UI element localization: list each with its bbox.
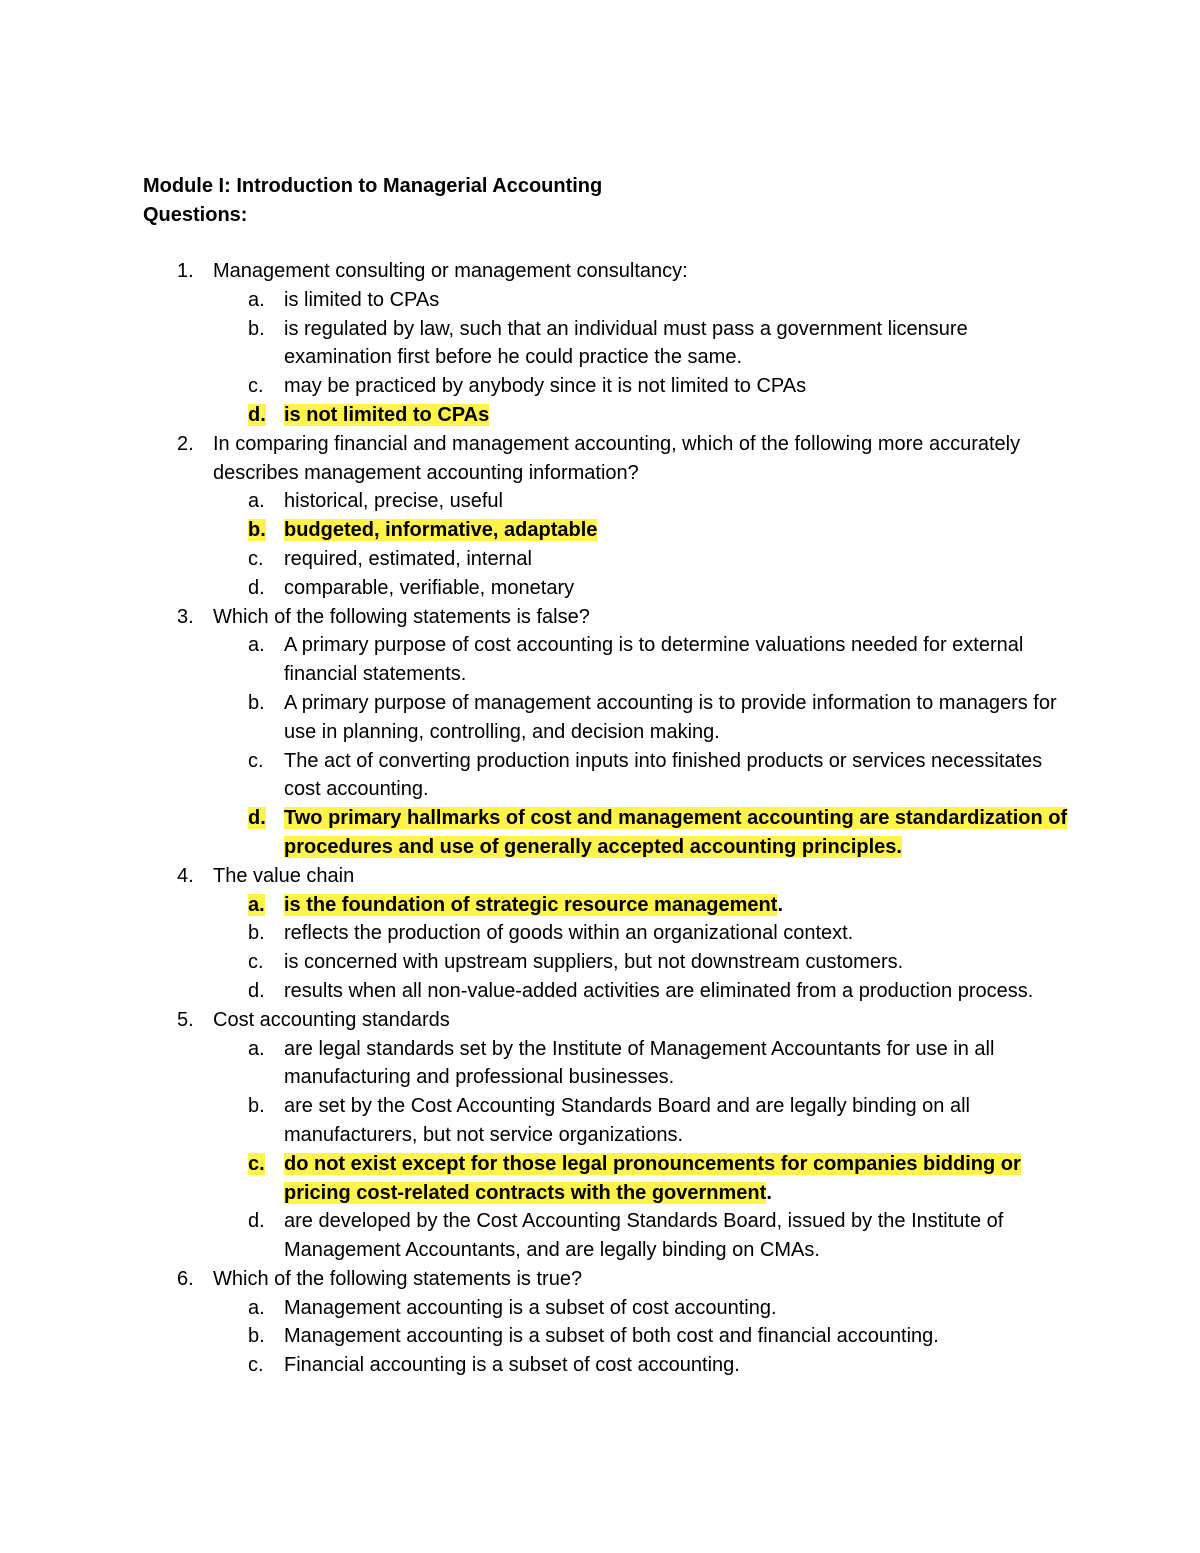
option-item [0,1035,1200,1093]
question-item [0,257,1200,430]
option-item [0,1092,1200,1150]
option-item [0,948,1200,977]
option-list [0,487,1200,602]
questions-heading: Questions: [143,204,248,226]
option-suffix: . [777,893,783,916]
option-letter-highlight: d. [248,403,266,426]
option-item [0,747,1200,805]
question-text: The value chain [213,864,355,887]
question-text: Cost accounting standards [213,1008,450,1031]
option-letter [248,804,278,833]
answer-option [0,1150,1200,1208]
option-letter: c. [248,547,264,570]
question-number: 2. [177,432,194,455]
option-letter-highlight: c. [248,1152,265,1175]
option-item [0,315,1200,373]
question-item [0,1265,1200,1380]
option-item [0,1294,1200,1323]
question-list [0,257,1200,1380]
option-item [0,919,1200,948]
answer-highlight: is the foundation of strategic resource management [284,893,778,916]
option-text: historical, precise, useful [284,490,503,513]
option-letter: a. [248,1037,265,1060]
option-letter: b. [248,1325,265,1348]
option-item [0,1207,1200,1265]
question-number: 5. [177,1008,194,1031]
document-title: Module I: Introduction to Managerial Accounting [143,175,603,197]
option-letter: a. [248,1296,265,1319]
question-item [0,862,1200,1006]
option-item [0,487,1200,516]
option-text: are set by the Cost Accounting Standards Board and are legally binding on all manufacturers, but not service organizations. [284,1095,970,1146]
option-list [0,286,1200,430]
answer-highlight: is not limited to CPAs [284,403,490,426]
option-letter: b. [248,317,265,340]
option-text: A primary purpose of management accounting is to provide information to managers for use in planning, controlling, and decision making. [284,691,1057,743]
option-letter: d. [248,1210,265,1233]
option-item [0,574,1200,603]
answer-option [0,401,1200,430]
option-letter: c. [248,951,264,974]
question-item [0,1006,1200,1265]
option-text: Management accounting is a subset of cost accounting. [284,1296,777,1319]
option-item [0,372,1200,401]
option-text [284,1150,1074,1208]
option-text: is concerned with upstream suppliers, but not downstream customers. [284,951,904,974]
option-item [0,631,1200,689]
answer-highlight: budgeted, informative, adaptable [284,519,598,542]
option-item [0,545,1200,574]
option-item [0,689,1200,747]
option-letter-highlight: d. [248,807,266,830]
question-item [0,430,1200,603]
option-letter-highlight: a. [248,893,265,916]
option-text [284,401,1074,430]
option-text: The act of converting production inputs into finished products or services necessitates cost accounting. [284,749,1043,801]
option-item [0,1351,1200,1380]
answer-option [0,804,1200,862]
answer-highlight: Two primary hallmarks of cost and management accounting are standardization of procedures and use of generally accepted accounting principles. [284,807,1068,858]
option-letter: a. [248,490,265,513]
option-letter: b. [248,1095,265,1118]
option-letter [248,516,278,545]
option-letter: a. [248,634,265,657]
option-list [0,631,1200,861]
option-text: comparable, verifiable, monetary [284,576,575,599]
option-letter [248,891,278,920]
answer-option [0,891,1200,920]
question-text: Which of the following statements is true? [213,1267,583,1290]
option-letter: d. [248,979,265,1002]
option-text: results when all non-value-added activities are eliminated from a production process. [284,979,1034,1002]
question-text: In comparing financial and management accounting, which of the following more accurately describes management accounting information? [213,432,1021,484]
option-list [0,1294,1200,1380]
option-letter [248,1150,278,1179]
option-letter: c. [248,375,264,398]
option-letter [248,401,278,430]
question-number: 1. [177,260,194,282]
option-letter: b. [248,922,265,945]
option-text: required, estimated, internal [284,547,532,570]
option-letter: a. [248,288,265,311]
question-number: 4. [177,864,194,887]
question-text: Management consulting or management consultancy: [213,260,688,282]
option-item [0,977,1200,1006]
option-text: Financial accounting is a subset of cost accounting. [284,1354,740,1377]
option-text: are legal standards set by the Institute of Management Accountants for use in all manufacturing and professional businesses. [284,1037,995,1089]
option-letter: c. [248,1354,264,1377]
option-letter: b. [248,691,265,714]
option-text: is regulated by law, such that an individual must pass a government licensure examination first before he could practice the same. [284,317,968,369]
option-text [284,804,1074,862]
option-text: Management accounting is a subset of both cost and financial accounting. [284,1325,939,1348]
option-text [284,891,1074,920]
answer-option [0,516,1200,545]
question-number: 3. [177,605,194,628]
option-letter: c. [248,749,264,772]
option-suffix: . [766,1181,772,1204]
option-item [0,286,1200,315]
option-text: are developed by the Cost Accounting Standards Board, issued by the Institute of Management Accountants, and are legally binding on CMAs. [284,1210,1004,1262]
option-letter-highlight: b. [248,519,266,542]
option-text: reflects the production of goods within an organizational context. [284,922,854,945]
option-letter: d. [248,576,265,599]
option-text [284,516,1074,545]
question-number: 6. [177,1267,194,1290]
answer-highlight: do not exist except for those legal pronouncements for companies bidding or pricing cost-related contracts with the government [284,1152,1021,1204]
option-text: is limited to CPAs [284,288,440,311]
option-list [0,1035,1200,1265]
option-text: A primary purpose of cost accounting is to determine valuations needed for external financial statements. [284,634,1024,686]
option-text: may be practiced by anybody since it is not limited to CPAs [284,375,807,398]
question-item [0,603,1200,862]
question-text: Which of the following statements is false? [213,605,590,628]
option-item [0,1322,1200,1351]
option-list [0,891,1200,1006]
